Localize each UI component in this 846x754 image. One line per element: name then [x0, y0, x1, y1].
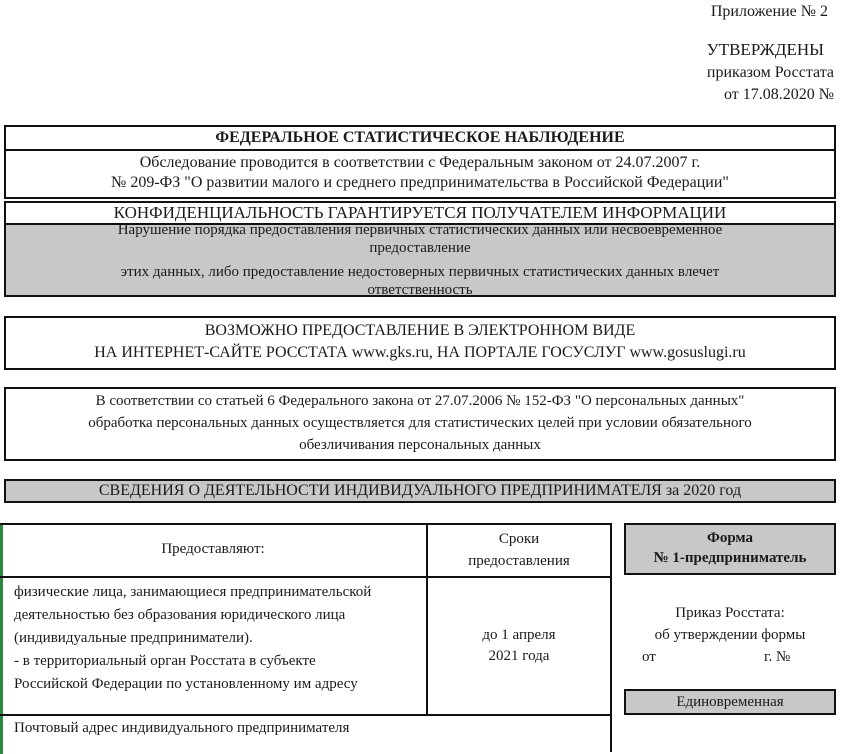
- form-frequency-box: [624, 689, 836, 715]
- form-frequency: Единовременная: [676, 694, 784, 710]
- personal-line-1: В соответствии со статьей 6 Федерального закона от 27.07.2006 № 152-ФЗ "О персональных данных": [95, 393, 745, 409]
- approved-label: УТВЕРЖДЕНЫ: [706, 40, 824, 59]
- personal-data-box: [4, 387, 836, 461]
- deadline-value-1: до 1 апреля: [482, 627, 556, 643]
- electronic-line-1: ВОЗМОЖНО ПРЕДОСТАВЛЕНИЕ В ЭЛЕКТРОННОМ ВИДЕ: [204, 322, 636, 339]
- confidential-title: КОНФИДЕНЦИАЛЬНОСТЬ ГАРАНТИРУЕТСЯ ПОЛУЧАТЕЛЕМ ИНФОРМАЦИИ: [113, 203, 727, 222]
- federal-title: ФЕДЕРАЛЬНОЕ СТАТИСТИЧЕСКОЕ НАБЛЮДЕНИЕ: [215, 129, 625, 146]
- electronic-box: [4, 316, 836, 370]
- form-header-box: [624, 523, 836, 575]
- form-order-3-no: г. №: [764, 649, 791, 665]
- approved-order-line: приказом Росстата: [706, 64, 834, 81]
- provide-header: Предоставляют:: [161, 541, 265, 557]
- approved-date-line: от 17.08.2020 №: [723, 86, 834, 103]
- confidential-line-4: ответственность: [367, 282, 473, 297]
- personal-line-3: обезличивания персональных данных: [299, 437, 541, 453]
- deadline-header-2: предоставления: [468, 553, 570, 569]
- appendix-label: Приложение № 2: [710, 3, 828, 20]
- provider-table: [0, 523, 612, 752]
- deadline-value-2: 2021 года: [488, 648, 550, 664]
- provider-line-3: (индивидуальные предприниматели).: [14, 630, 253, 646]
- form-label: Форма: [706, 530, 754, 546]
- federal-title-box: [4, 125, 836, 151]
- form-order-3-from: от: [642, 649, 656, 665]
- confidential-title-box: [4, 201, 836, 225]
- provider-description: [14, 581, 426, 696]
- federal-law-line-1: Обследование проводится в соответствии с Федеральным законом от 24.07.2007 г.: [139, 154, 701, 171]
- postal-address-label: Почтовый адрес индивидуального предпринимателя: [14, 720, 350, 736]
- confidential-line-1: Нарушение порядка предоставления первичных статистических данных или несвоевременное: [117, 225, 723, 238]
- provider-line-1: физические лица, занимающиеся предпринимательской: [14, 584, 372, 600]
- provider-line-4: - в территориальный орган Росстата в субъекте: [14, 653, 316, 669]
- federal-text-box: [4, 151, 836, 199]
- info-year: за 2020 год: [665, 482, 742, 499]
- info-title-box: [4, 479, 836, 503]
- form-order-2: об утверждении формы: [654, 627, 806, 643]
- personal-line-2: обработка персональных данных осуществляется для статистических целей при условии обязательного: [88, 415, 752, 431]
- provider-line-2: деятельностью без образования юридического лица: [14, 607, 346, 623]
- confidential-line-3: этих данных, либо предоставление недостоверных первичных статистических данных влечет: [120, 264, 720, 280]
- provider-line-5: Российской Федерации по установленному им адресу: [14, 676, 358, 692]
- form-number: № 1-предприниматель: [653, 550, 807, 566]
- confidential-line-2: предоставление: [369, 240, 471, 256]
- deadline-header-1: Сроки: [498, 531, 540, 547]
- form-order-1: Приказ Росстата:: [675, 605, 785, 621]
- federal-law-line-2: № 209-ФЗ "О развитии малого и среднего предпринимательства в Российской Федерации": [111, 174, 729, 191]
- info-title: [6, 481, 834, 501]
- electronic-line-2: НА ИНТЕРНЕТ-САЙТЕ РОССТАТА www.gks.ru, НА ПОРТАЛЕ ГОСУСЛУГ www.gosuslugi.ru: [94, 344, 746, 361]
- info-title-text: СВЕДЕНИЯ О ДЕЯТЕЛЬНОСТИ ИНДИВИДУАЛЬНОГО ПРЕДПРИНИМАТЕЛЯ: [98, 482, 662, 499]
- confidential-warning-box: [4, 225, 836, 297]
